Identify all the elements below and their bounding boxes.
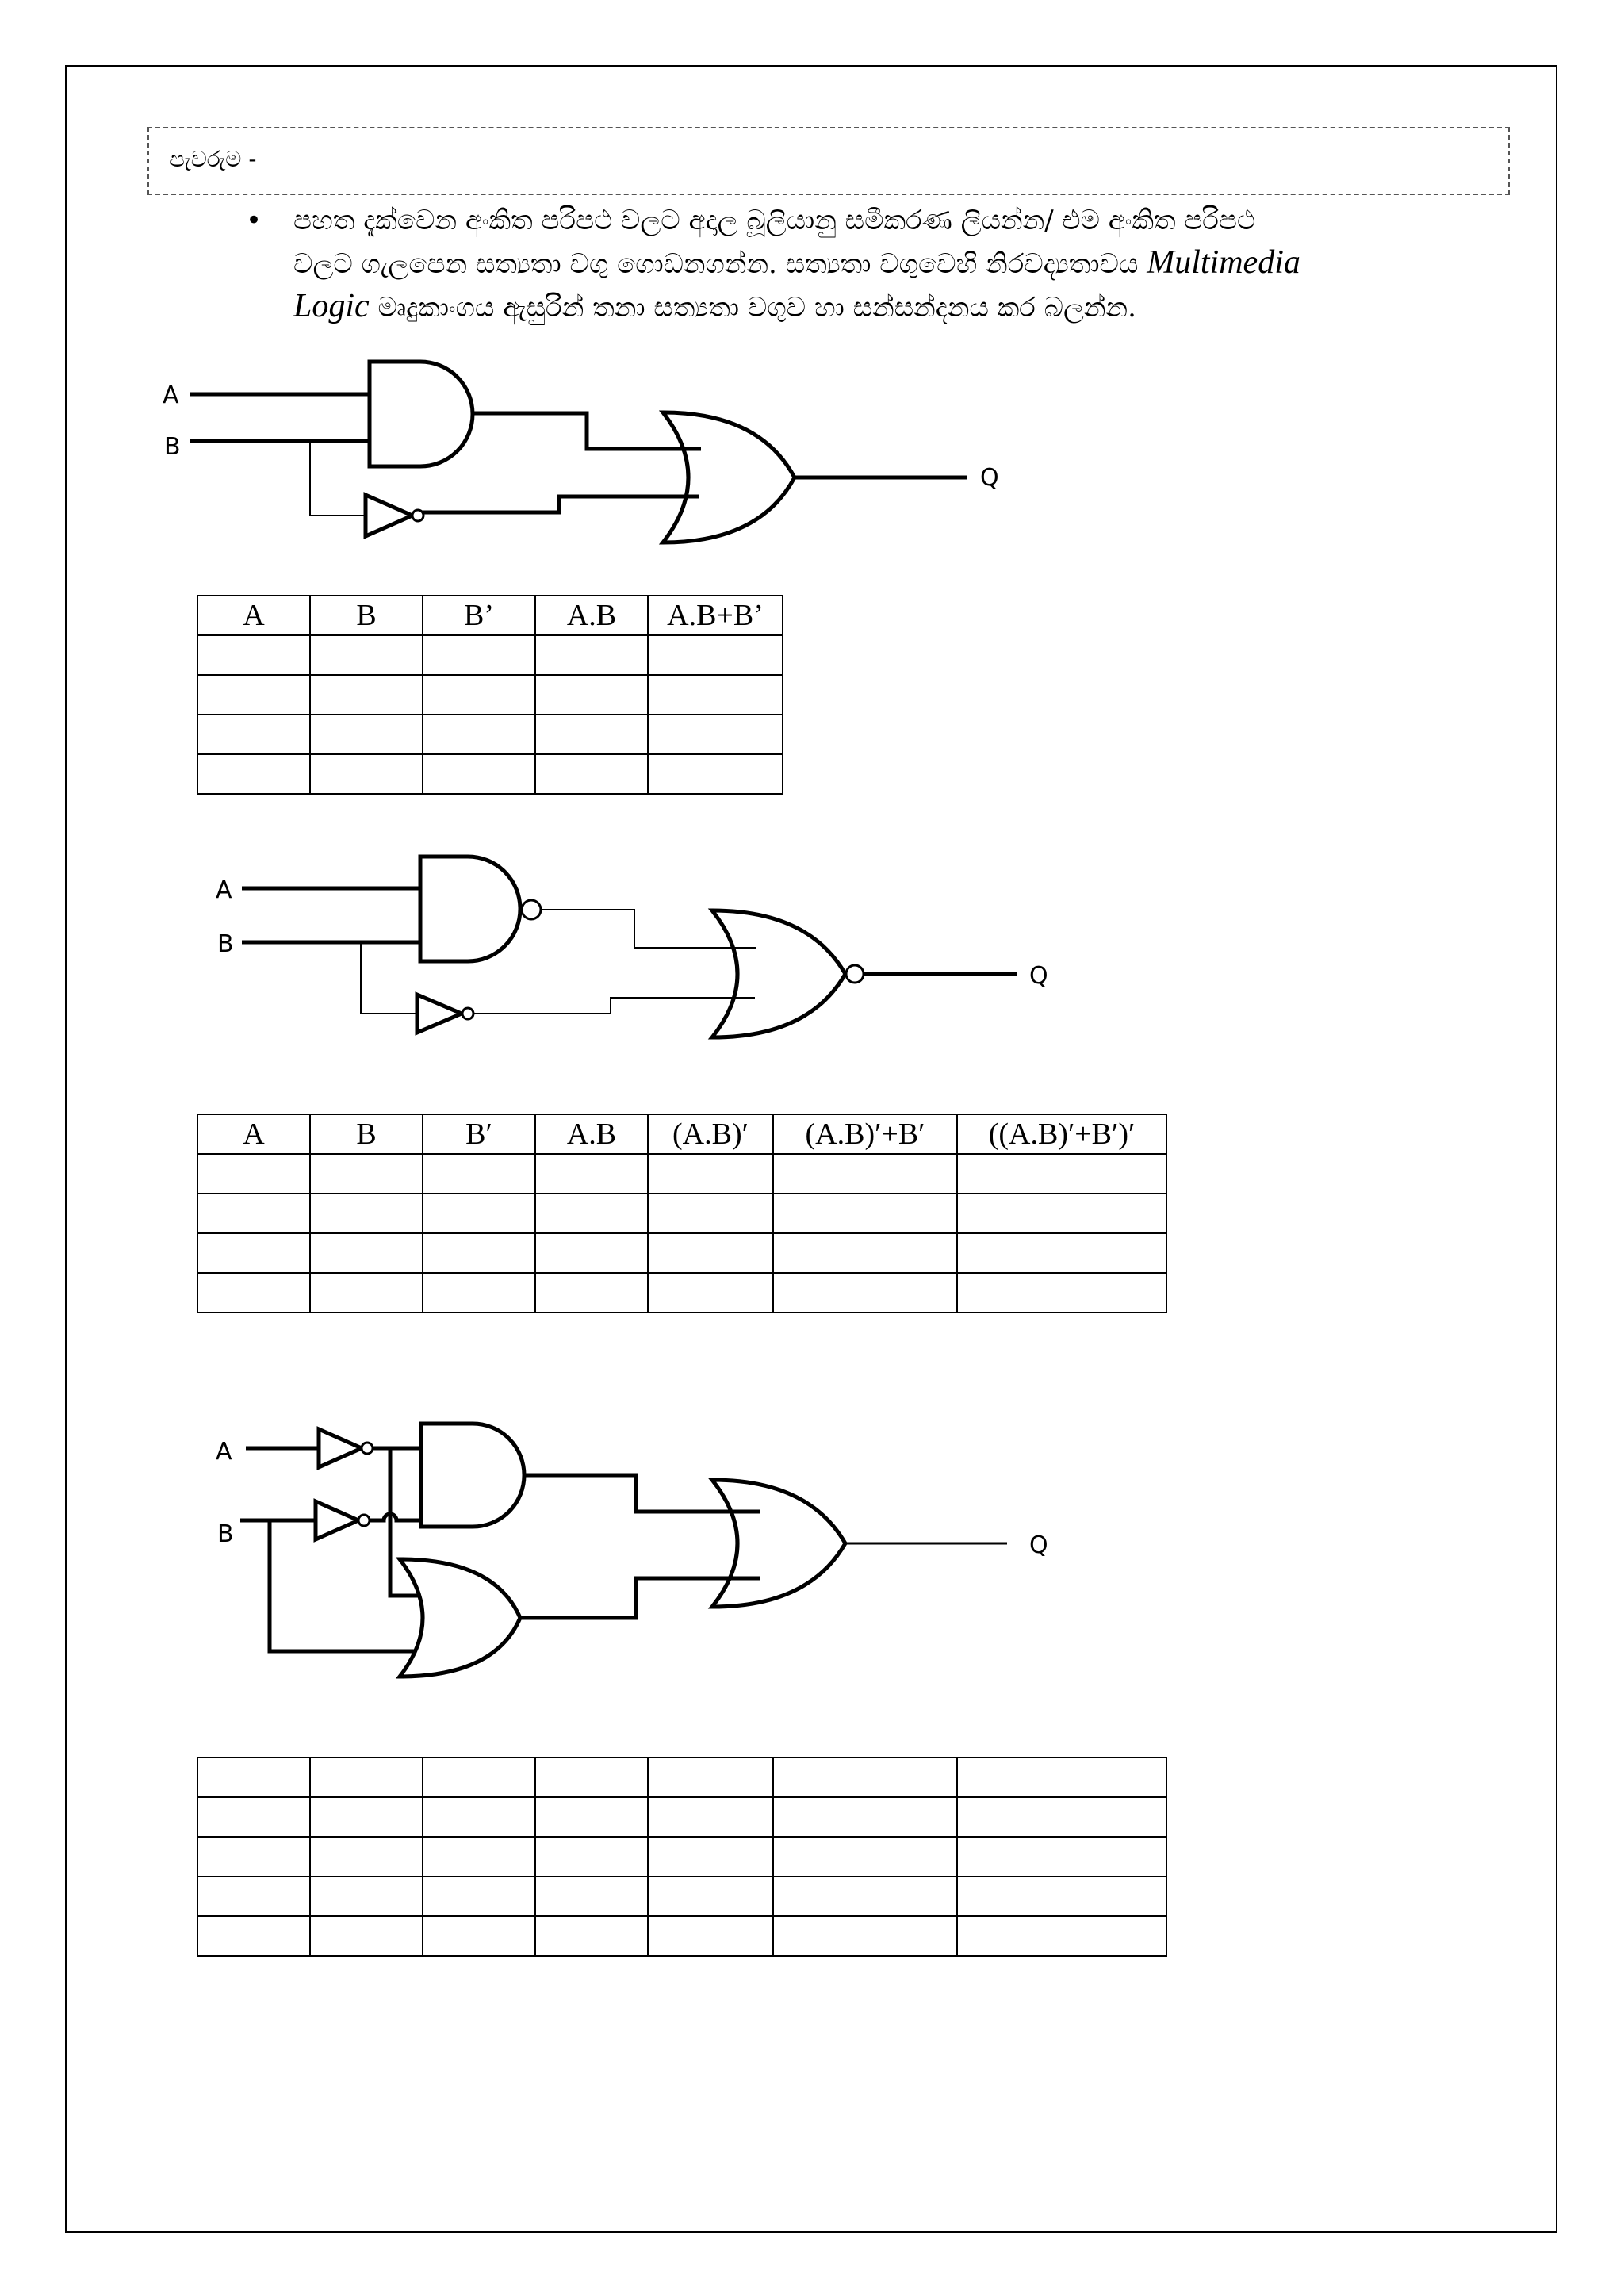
circuit-3-not-b-output: [370, 1514, 421, 1520]
table-row: [197, 1837, 1166, 1876]
circuit-3-or-lower-output-wire: [520, 1578, 760, 1618]
table-header-cell: B′: [423, 1114, 535, 1154]
table-row: [197, 1797, 1166, 1837]
circuit-3-branch-b: [270, 1520, 414, 1651]
circuit-3-label-b: B: [217, 1520, 234, 1548]
truth-table-3: [197, 1757, 1167, 1957]
circuit-3-and-gate: [421, 1424, 524, 1527]
circuit-3-label-a: A: [216, 1438, 232, 1466]
bullet-point: •: [246, 205, 262, 236]
circuit-3-not-gate-a: [319, 1429, 362, 1467]
circuit-1-label-b: B: [164, 433, 181, 461]
circuit-3-not-a-bubble: [362, 1443, 373, 1454]
circuit-2-label-q: Q: [1029, 962, 1048, 990]
table-header-cell: [773, 1757, 957, 1797]
table-header-cell: [957, 1757, 1166, 1797]
circuit-2-label-a: A: [216, 876, 232, 904]
circuit-2-label-b: B: [217, 930, 234, 958]
table-header-cell: [535, 1757, 648, 1797]
circuit-3-label-q: Q: [1029, 1531, 1048, 1559]
table-header-cell: (A.B)′+B′: [773, 1114, 957, 1154]
table-header-cell: ((A.B)′+B′)′: [957, 1114, 1166, 1154]
circuit-3-or-gate-lower: [400, 1559, 520, 1677]
table-header-row: [197, 1757, 1166, 1797]
table-header-cell: [648, 1757, 773, 1797]
table-header-cell: A: [197, 596, 310, 635]
table-header-cell: (A.B)′: [648, 1114, 773, 1154]
assignment-label: පැවරුම -: [170, 146, 257, 172]
table-header-cell: [197, 1757, 310, 1797]
table-header-cell: [423, 1757, 535, 1797]
table-header-cell: B: [310, 1114, 423, 1154]
table-header-cell: B’: [423, 596, 535, 635]
instructions-line-2: වලට ගැලපෙන සත්‍යතා වගු ගොඩනගන්න. සත්‍යතා වගුවෙහි නිරවද්‍යතාවය Multimedia: [293, 244, 1300, 281]
table-row: [197, 1876, 1166, 1916]
circuit-3-or-gate-final: [712, 1480, 845, 1607]
table-header-cell: A: [197, 1114, 310, 1154]
instructions-line-1: පහත දැක්වෙන අංකිත පරිපථ වලට අදාල බූලියානු සමීකරණ ලියන්න/ එම අංකිත පරිපථ: [293, 205, 1255, 236]
table-header-cell: B: [310, 596, 423, 635]
instructions-line-3: Logic මෘදුකාංගය ඇසුරින් තනා සත්‍යතා වගුව හා සන්සන්දනය කර බලන්න.: [293, 288, 1136, 324]
circuit-1-label-q: Q: [980, 464, 999, 492]
table-header-cell: A.B: [535, 1114, 648, 1154]
circuit-3-not-b-bubble: [358, 1515, 370, 1526]
table-header-cell: [310, 1757, 423, 1797]
circuit-3-not-gate-b: [316, 1501, 358, 1539]
circuit-1-label-a: A: [163, 381, 179, 409]
table-row: [197, 1916, 1166, 1956]
table-header-cell: A.B+B’: [648, 596, 783, 635]
table-header-cell: A.B: [535, 596, 648, 635]
